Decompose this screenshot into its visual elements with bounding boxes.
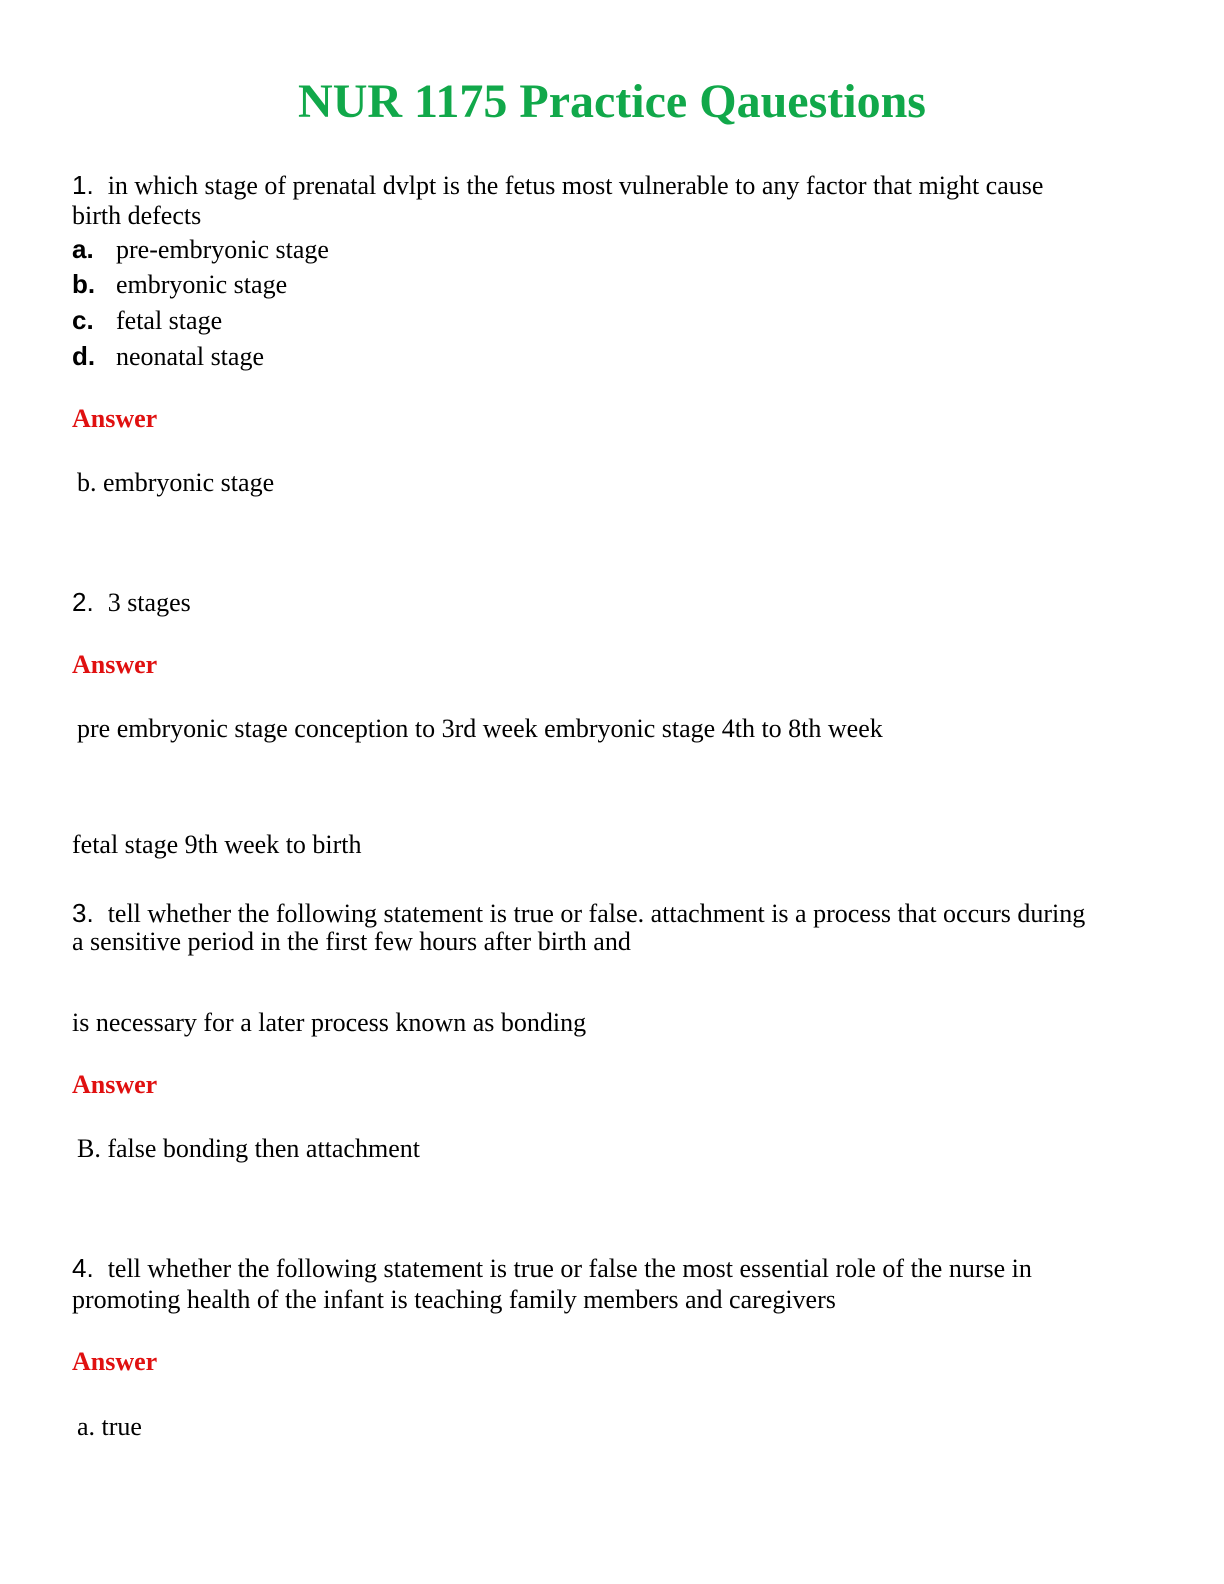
question-text: in which stage of prenatal dvlpt is the fetus most vulnerable to any factor that might cause	[107, 171, 1044, 200]
question-1-line-1	[72, 170, 1043, 201]
page-title: NUR 1175 Practice Qauestions	[298, 75, 926, 128]
question-3-line-3: is necessary for a later process known as bonding	[72, 1008, 587, 1037]
question-3-line-1	[72, 898, 1085, 929]
question-number: 4.	[72, 1253, 94, 1283]
question-4-line-2: promoting health of the infant is teaching family members and caregivers	[72, 1285, 836, 1314]
question-3-line-2: a sensitive period in the first few hours after birth and	[72, 927, 631, 956]
answer-2-line-1: pre embryonic stage conception to 3rd week embryonic stage 4th to 8th week	[77, 714, 883, 743]
question-2-line-1	[72, 587, 191, 618]
answer-1: b. embryonic stage	[77, 468, 275, 497]
question-1-line-2: birth defects	[72, 201, 202, 230]
question-number: 2.	[72, 587, 94, 617]
answer-3: B. false bonding then attachment	[77, 1134, 420, 1163]
answer-label-2: Answer	[72, 650, 158, 679]
option-b	[72, 269, 287, 300]
answer-2-line-2: fetal stage 9th week to birth	[72, 830, 362, 859]
option-letter: b.	[72, 269, 96, 299]
option-text: pre-embryonic stage	[116, 235, 329, 264]
answer-4: a. true	[77, 1412, 142, 1441]
option-letter: c.	[72, 305, 94, 335]
answer-label-3: Answer	[72, 1070, 158, 1099]
option-letter: d.	[72, 341, 96, 371]
option-a	[72, 234, 329, 265]
question-number: 1.	[72, 170, 94, 200]
question-number: 3.	[72, 898, 94, 928]
option-text: embryonic stage	[116, 270, 288, 299]
answer-label-1: Answer	[72, 404, 158, 433]
answer-label-4: Answer	[72, 1347, 158, 1376]
option-d	[72, 341, 264, 372]
question-4-line-1	[72, 1253, 1032, 1284]
question-text: tell whether the following statement is true or false the most essential role of the nurse in	[107, 1254, 1032, 1283]
question-text: tell whether the following statement is true or false. attachment is a process that occurs during	[107, 899, 1086, 928]
question-text: 3 stages	[107, 588, 191, 617]
option-letter: a.	[72, 234, 94, 264]
option-text: neonatal stage	[116, 342, 264, 371]
option-c	[72, 305, 222, 336]
option-text: fetal stage	[116, 306, 223, 335]
